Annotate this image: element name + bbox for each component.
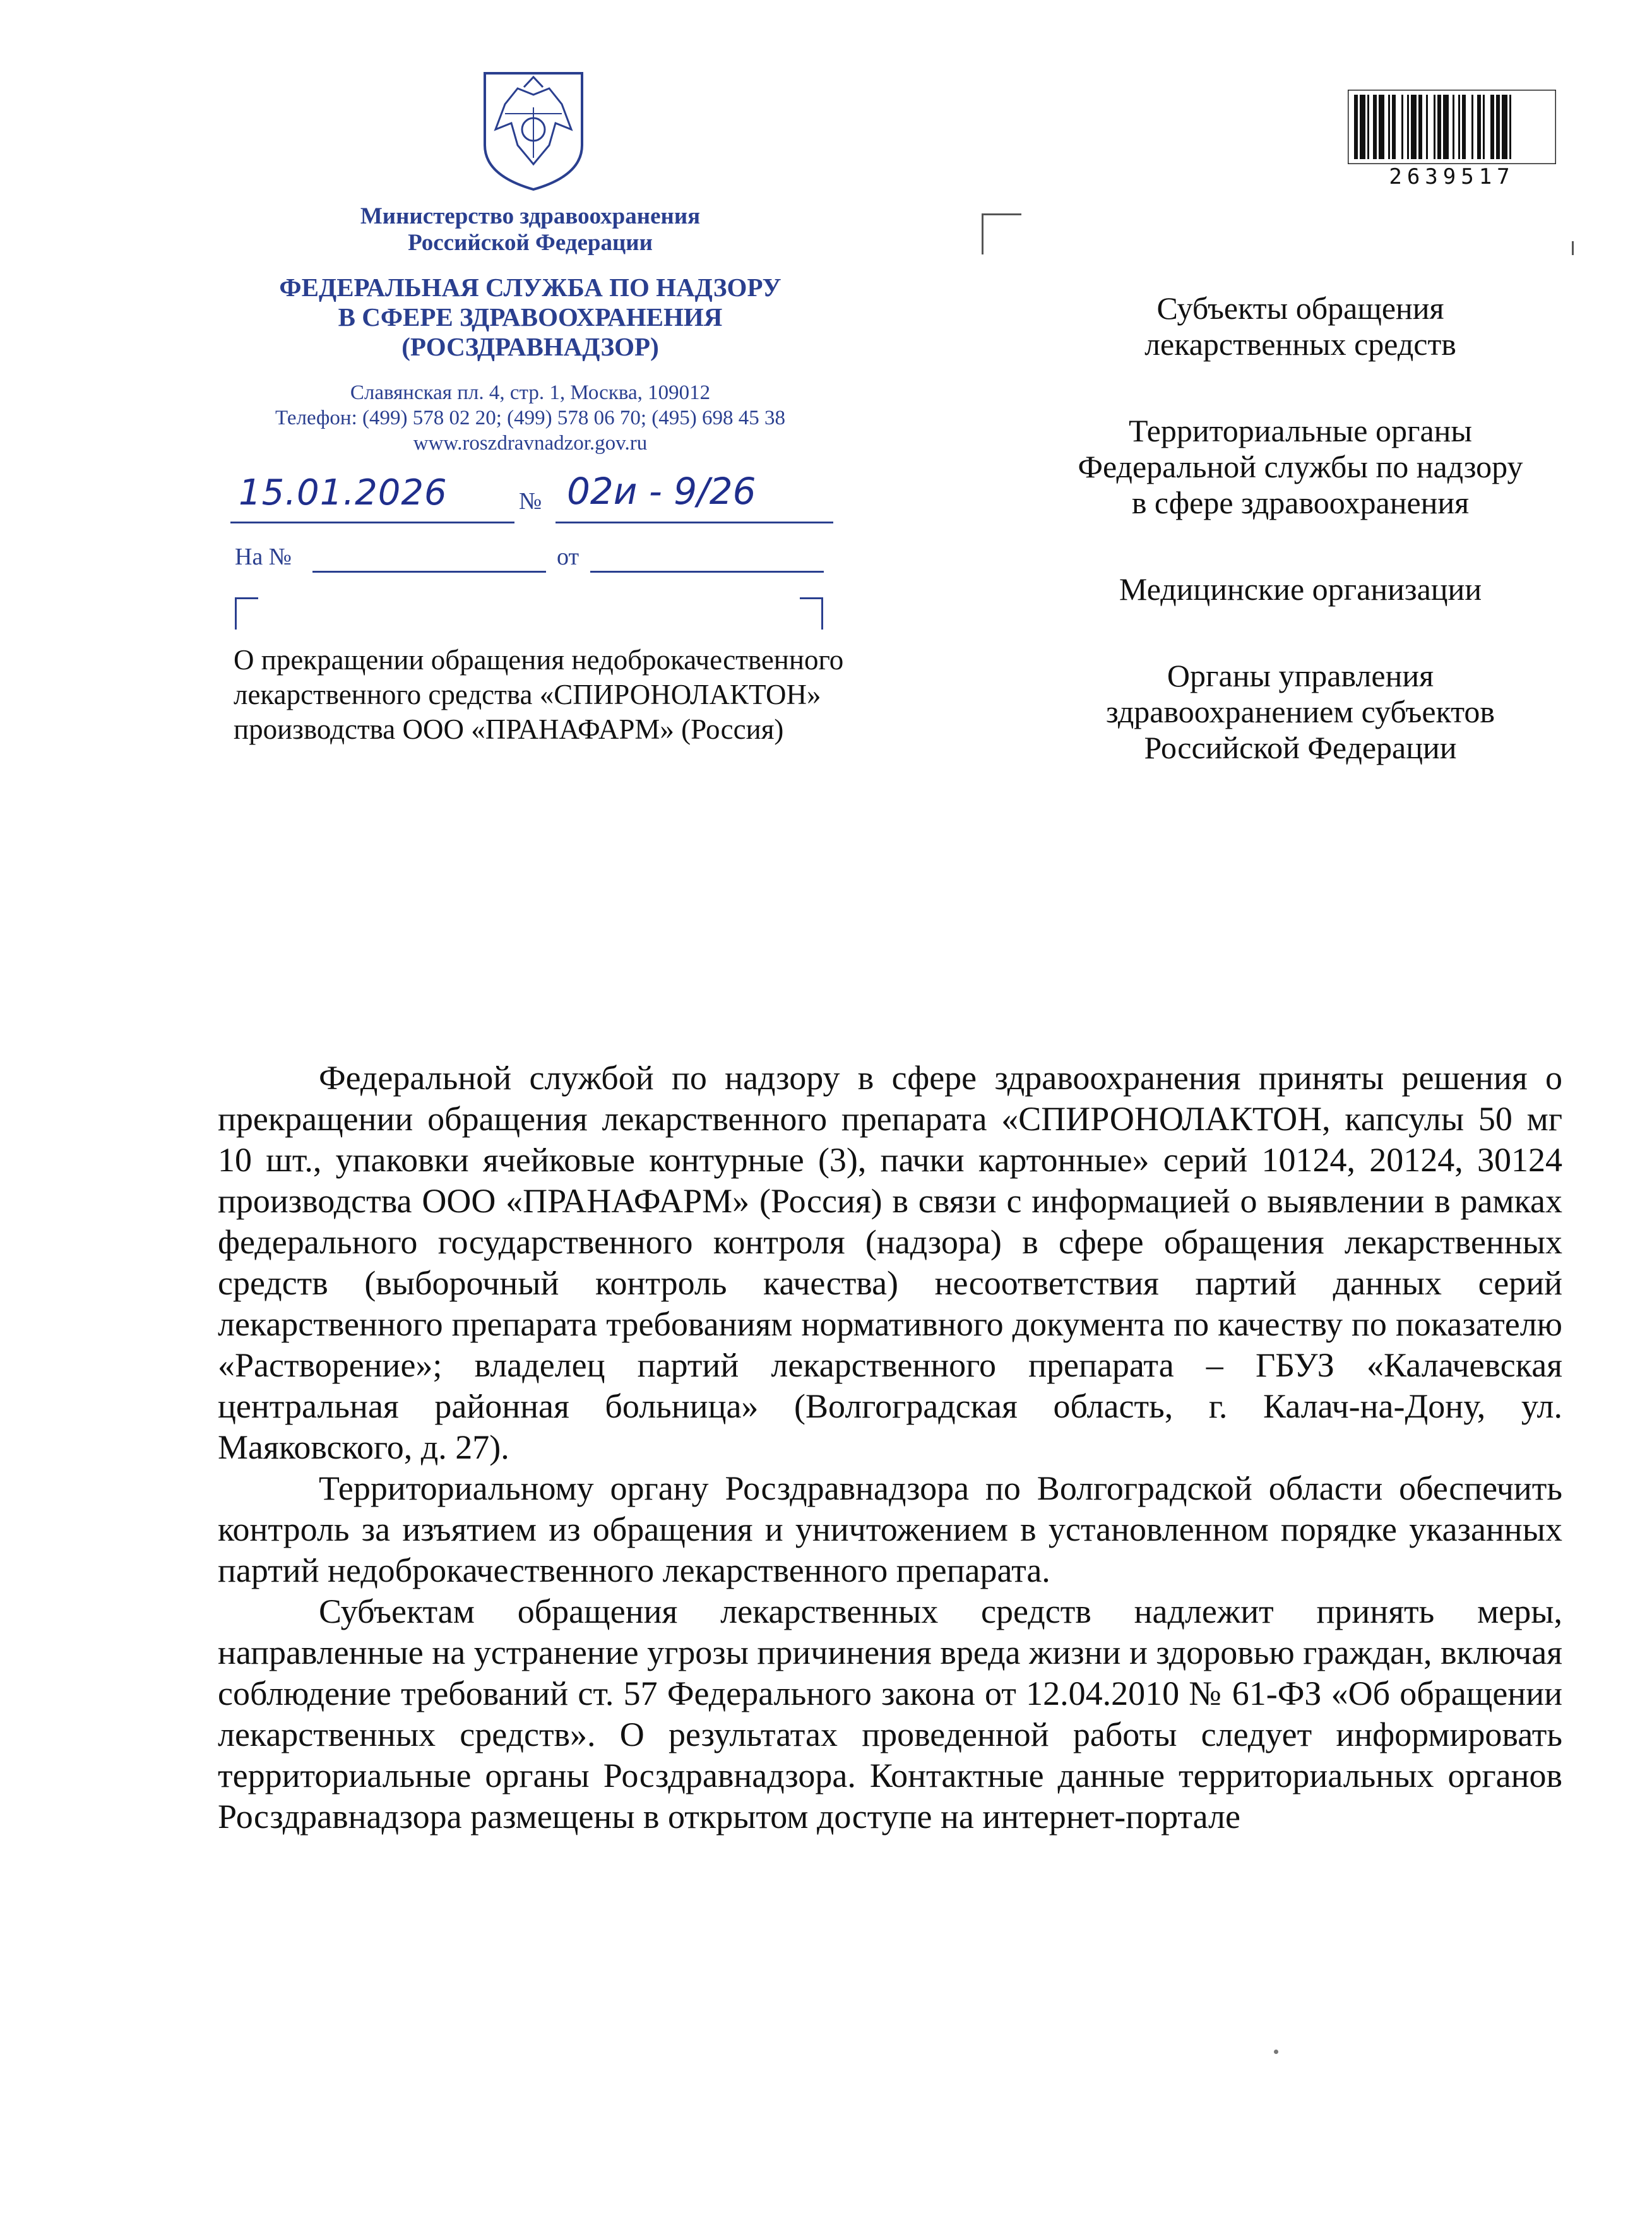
barcode-bar	[1453, 95, 1454, 159]
barcode-bar	[1411, 95, 1417, 159]
addressee-item	[985, 571, 1616, 607]
addressee-item	[985, 413, 1616, 521]
ministry-name	[202, 203, 859, 256]
subject-line-2: лекарственного средства «СПИРОНОЛАКТОН»	[234, 679, 821, 710]
barcode-bar	[1392, 95, 1396, 159]
addressee-line: лекарственных средств	[1144, 326, 1456, 362]
scan-speck	[1274, 2050, 1278, 2054]
barcode-bar	[1502, 95, 1507, 159]
subject-corner-right	[800, 597, 823, 630]
subject-line-3: производства ООО «ПРАНАФАРМ» (Россия)	[234, 713, 784, 745]
registration-number-underline	[556, 522, 833, 523]
ministry-line-1: Министерство здравоохранения	[360, 203, 701, 229]
barcode-bar	[1401, 95, 1403, 159]
registration-date: 15.01.2026	[239, 472, 448, 513]
addressee-line: Территориальные органы	[1128, 413, 1473, 448]
website: www.roszdravnadzor.gov.ru	[413, 432, 648, 455]
ministry-line-2: Российской Федерации	[408, 230, 653, 256]
barcode-bar	[1434, 95, 1435, 159]
barcode-number: 2639517	[1389, 164, 1515, 189]
barcode-bar	[1367, 95, 1369, 159]
barcode-bar	[1437, 95, 1441, 159]
registration-date-underline	[230, 522, 514, 523]
reference-number-label: На №	[235, 544, 292, 570]
registration-number-label: №	[519, 488, 542, 515]
addressee-line: Федеральной службы по надзору	[1078, 449, 1523, 484]
barcode-bar	[1471, 95, 1473, 159]
barcode-bar	[1509, 95, 1511, 159]
address: Славянская пл. 4, стр. 1, Москва, 109012	[350, 381, 711, 404]
addressee-line: Медицинские организации	[1119, 571, 1482, 607]
body-paragraph-1: Федеральной службой по надзору в сфере здравоохранения приняты решения о прекращении обращения лекарственного препарата «СПИРОНОЛАКТОН, капсулы 50 мг 10 шт., упаковки ячейковые контурные (3), пачки картонные» серий 10124, 20124, 30124 производства ООО «ПРАНАФАРМ» (Россия) в связи с информацией о выявлении в рамках федерального государственного контроля (надзора) в сфере обращения лекарственных средств (выборочный контроль качества) несоответствия партий данных серий лекарственного препарата требованиям нормативного документа по качеству по показателю «Растворение»; владелец партий лекарственного препарата – ГБУЗ «Калачевская центральная районная больница» (Волгоградская область, г. Калач-на-Дону, ул. Маяковского, д. 27).	[218, 1059, 1562, 1466]
addressee-line: Субъекты обращения	[1156, 290, 1444, 326]
addressee-list	[985, 290, 1616, 816]
barcode-bar	[1388, 95, 1390, 159]
service-line-1: ФЕДЕРАЛЬНАЯ СЛУЖБА ПО НАДЗОРУ	[279, 273, 781, 302]
margin-mark	[1572, 241, 1574, 255]
barcode-bar	[1426, 95, 1428, 159]
barcode-bar	[1373, 95, 1377, 159]
addressee-line: Российской Федерации	[1144, 730, 1457, 765]
barcode-bar	[1496, 95, 1500, 159]
letter-subject	[234, 643, 966, 747]
addressee-line: в сфере здравоохранения	[1131, 485, 1470, 520]
coat-of-arms-icon	[480, 69, 587, 193]
barcode-bar	[1477, 95, 1481, 159]
subject-corner-left	[235, 597, 258, 630]
letter-body	[218, 1058, 1562, 1837]
barcode-bar	[1354, 95, 1358, 159]
barcode	[1348, 90, 1556, 164]
addressee-line: Органы управления	[1167, 658, 1434, 693]
addressee-corner	[982, 213, 1021, 254]
addressee-line: здравоохранением субъектов	[1105, 694, 1495, 729]
service-line-3: (РОСЗДРАВНАДЗОР)	[401, 332, 659, 361]
addressee-item	[985, 290, 1616, 362]
barcode-bar	[1418, 95, 1422, 159]
barcode-bar	[1443, 95, 1449, 159]
barcode-bar	[1490, 95, 1494, 159]
service-line-2: В СФЕРЕ ЗДРАВООХРАНЕНИЯ	[338, 302, 723, 331]
contacts-block	[189, 380, 871, 456]
phones: Телефон: (499) 578 02 20; (499) 578 06 70; (495) 698 45 38	[275, 407, 786, 429]
registration-number: 02и - 9/26	[567, 470, 756, 513]
barcode-bar	[1458, 95, 1460, 159]
body-paragraph-3: Субъектам обращения лекарственных средств надлежит принять меры, направленные на устранение угрозы причинения вреда жизни и здоровью граждан, включая соблюдение требований ст. 57 Федерального закона от 12.04.2010 № 61-ФЗ «Об обращении лекарственных средств». О результатах проведенной работы следует информировать территориальные органы Росздравнадзора. Контактные данные территориальных органов Росздравнадзора размещены в открытом доступе на интернет-портале	[218, 1592, 1562, 1836]
barcode-bar	[1379, 95, 1384, 159]
barcode-bar	[1360, 95, 1365, 159]
body-paragraph-2: Территориальному органу Росздравнадзора по Волгоградской области обеспечить контроль за изъятием из обращения и уничтожением в установленном порядке указанных партий недоброкачественного лекарственного препарата.	[218, 1469, 1562, 1589]
reference-date-blank	[590, 571, 824, 573]
service-name	[189, 273, 871, 362]
reference-date-label: от	[557, 544, 579, 570]
reference-number-blank	[312, 571, 546, 573]
barcode-bar	[1407, 95, 1409, 159]
addressee-item	[985, 658, 1616, 766]
barcode-bar	[1483, 95, 1485, 159]
subject-line-1: О прекращении обращения недоброкачественного	[234, 644, 844, 676]
barcode-bar	[1462, 95, 1466, 159]
